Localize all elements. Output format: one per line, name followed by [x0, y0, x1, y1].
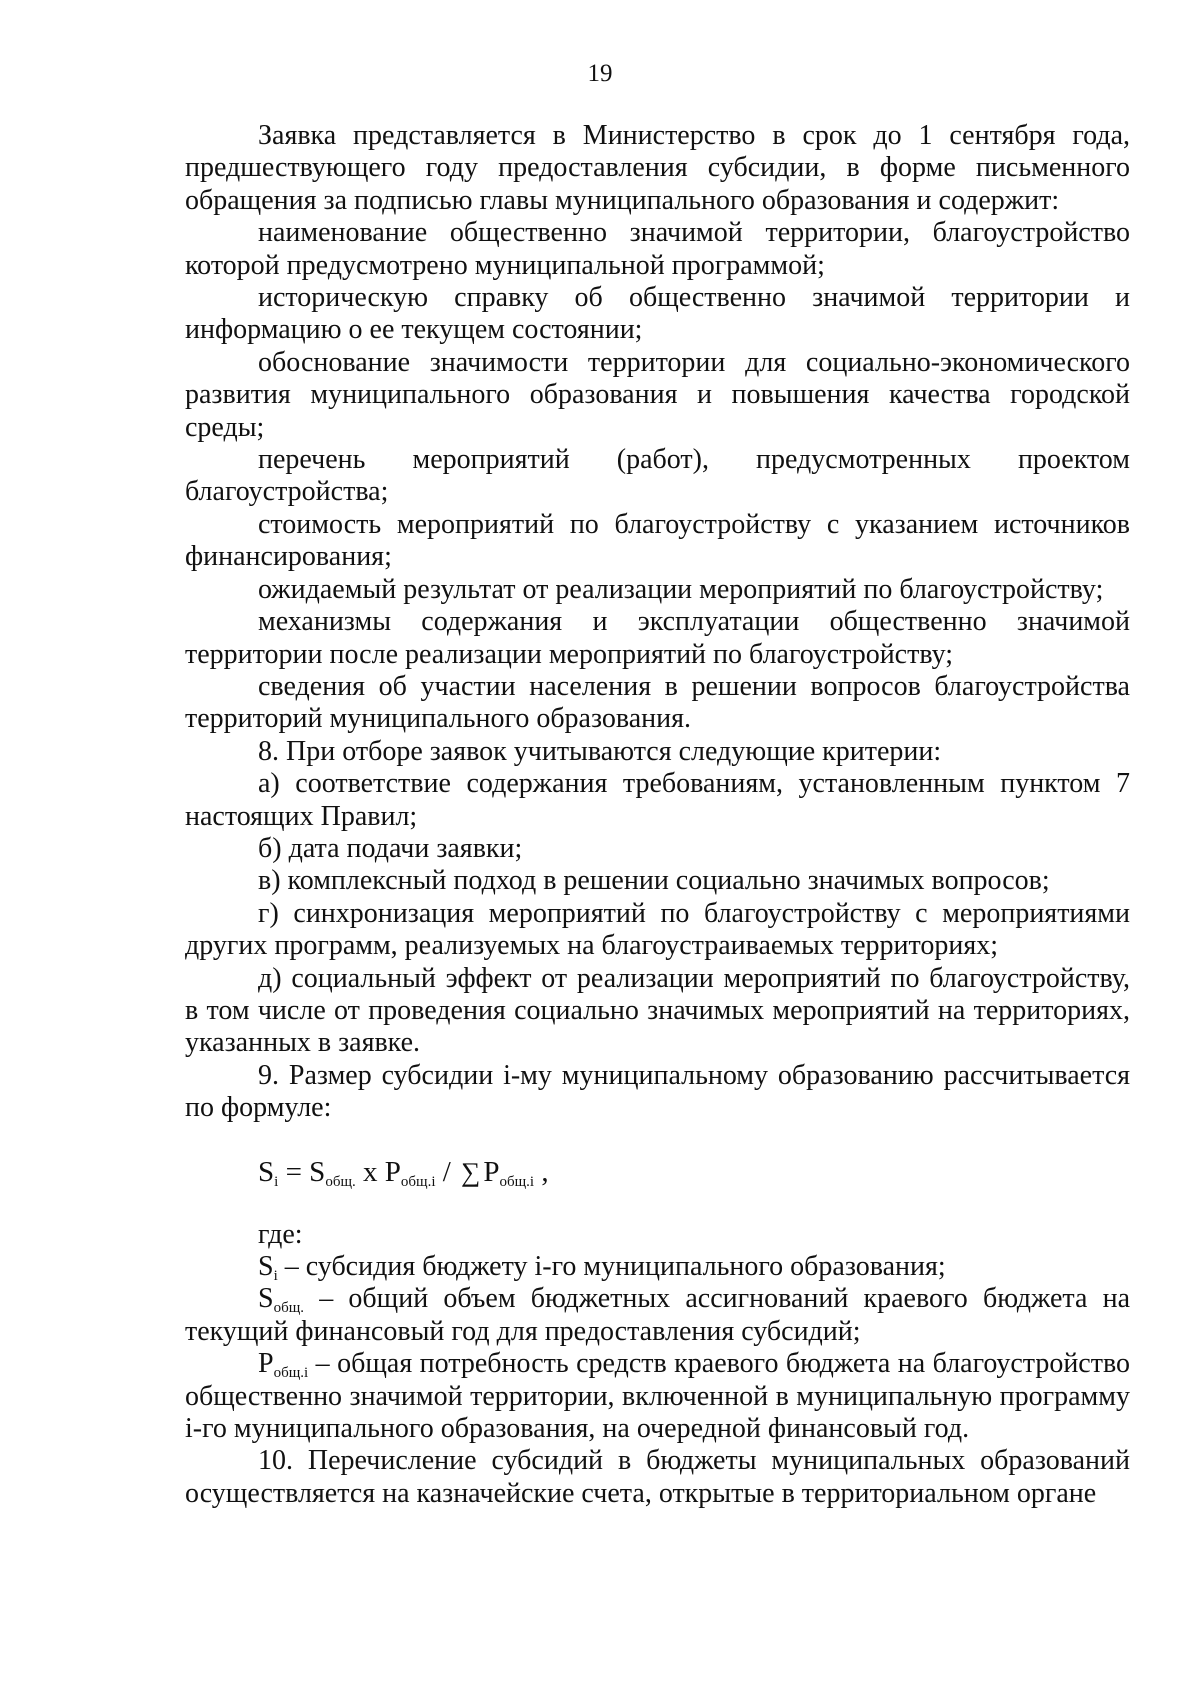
formula-s-total: S — [309, 1155, 326, 1188]
formula-p-sub: общ.i — [400, 1173, 436, 1190]
paragraph-works-list: перечень мероприятий (работ), предусмотренных проектом благоустройства; — [185, 444, 1130, 508]
paragraph-criterion-b: б) дата подачи заявки; — [258, 832, 523, 864]
definition-si-symbol — [258, 1251, 278, 1282]
formula-s-sub: i — [274, 1173, 279, 1190]
definition-sobsh — [185, 1283, 1130, 1348]
paragraph-item-9: 9. Размер субсидии i-му муниципальному образованию рассчитывается по формуле: — [185, 1059, 1130, 1124]
definition-si-letter: S — [258, 1251, 274, 1282]
definition-si — [185, 1251, 1130, 1283]
definition-sobsh-text: – общий объем бюджетных ассигнований краевого бюджета на текущий финансовый год для предоставления субсидий; — [185, 1283, 1130, 1347]
formula-s-total-sub: общ. — [325, 1173, 356, 1190]
page-number: 19 — [587, 60, 613, 87]
paragraph-application-submission: Заявка представляется в Министерство в срок до 1 сентября года, предшествующего году предоставления субсидии, в форме письменного обращения за подписью главы муниципального образования и содержит: — [185, 120, 1130, 216]
definition-sobsh-symbol — [258, 1283, 305, 1317]
subsidy-formula — [185, 1155, 1130, 1189]
where-label: где: — [258, 1218, 303, 1250]
paragraph-item-8: 8. При отборе заявок учитываются следующие критерии: — [258, 735, 942, 767]
paragraph-expected-result: ожидаемый результат от реализации мероприятий по благоустройству; — [258, 573, 1104, 605]
formula-tail: , — [534, 1155, 549, 1188]
definition-si-sub: i — [273, 1268, 278, 1284]
formula-p2: P — [483, 1155, 500, 1188]
formula-p2-sub: общ.i — [499, 1173, 535, 1190]
paragraph-cost: стоимость мероприятий по благоустройству с указанием источников финансирования; — [185, 508, 1130, 573]
sum-icon: ∑ — [461, 1156, 481, 1187]
paragraph-historical-reference: историческую справку об общественно значимой территории и информацию о ее текущем состоянии; — [185, 282, 1130, 346]
definition-pobsh-sub: общ.i — [273, 1365, 309, 1382]
paragraph-population-participation: сведения об участии населения в решении вопросов благоустройства территорий муниципального образования. — [185, 670, 1130, 735]
definition-pobsh — [185, 1348, 1130, 1445]
formula-s: S — [258, 1155, 275, 1188]
formula-div: / — [435, 1155, 459, 1188]
definition-sobsh-letter: S — [258, 1283, 274, 1315]
paragraph-criterion-a: а) соответствие содержания требованиям, установленным пунктом 7 настоящих Правил; — [185, 768, 1130, 832]
definition-pobsh-text: – общая потребность средств краевого бюджета на благоустройство общественно значимой территории, включенной в муниципальную программу i-го муниципального образования, на очередной финансовый год. — [185, 1348, 1130, 1445]
formula-times: x — [355, 1155, 385, 1188]
paragraph-criterion-v: в) комплексный подход в решении социально значимых вопросов; — [258, 865, 1050, 897]
paragraph-item-10: 10. Перечисление субсидий в бюджеты муниципальных образований осуществляется на казначейские счета, открытые в территориальном органе — [185, 1445, 1130, 1509]
paragraph-maintenance: механизмы содержания и эксплуатации общественно значимой территории после реализации мероприятий по благоустройству; — [185, 606, 1130, 670]
formula-eq: = — [278, 1155, 310, 1188]
paragraph-criterion-g: г) синхронизация мероприятий по благоустройству с мероприятиями других программ, реализуемых на благоустраиваемых территориях; — [185, 897, 1130, 962]
formula-p: P — [384, 1155, 401, 1188]
paragraph-criterion-d: д) социальный эффект от реализации мероприятий по благоустройству, в том числе от проведения социально значимых мероприятий на территориях, указанных в заявке. — [185, 962, 1130, 1059]
definition-sobsh-sub: общ. — [273, 1300, 305, 1317]
paragraph-significance-justification: обоснование значимости территории для социально-экономического развития муниципального образования и повышения качества городской среды; — [185, 346, 1130, 443]
definition-pobsh-symbol — [258, 1348, 309, 1382]
paragraph-territory-name: наименование общественно значимой территории, благоустройство которой предусмотрено муниципальной программой; — [185, 217, 1130, 281]
document-body — [185, 120, 1130, 1510]
definition-pobsh-letter: P — [258, 1348, 274, 1380]
definition-si-text: – субсидия бюджету i-го муниципального образования; — [277, 1251, 946, 1282]
